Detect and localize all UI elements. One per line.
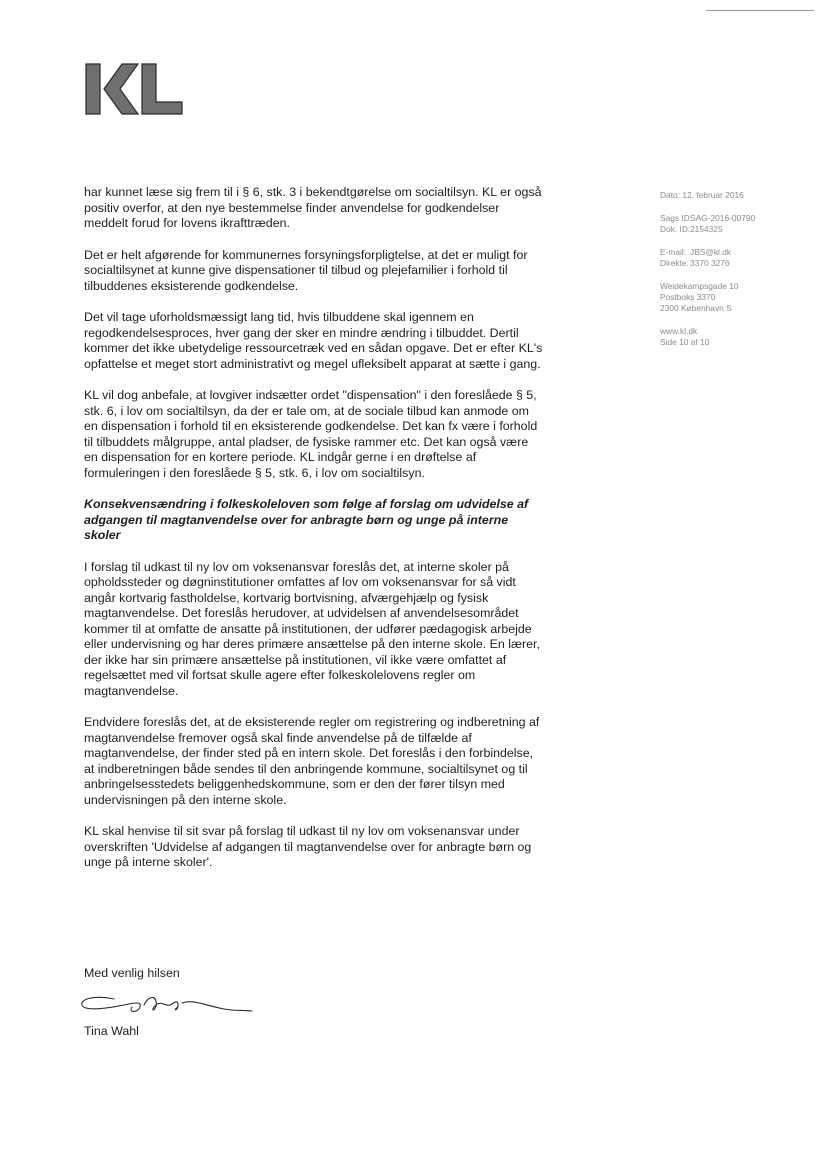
signer-name: Tina Wahl [84,1024,139,1038]
sags-id-value: SAG-2016-00790 [690,213,756,223]
paragraph-2: Det er helt afgørende for kommunernes forsyningsforpligtelse, at det er muligt for socialtilsynet at kunne give dispensationer til tilbud og plejefamilier i forhold til tilbuddenes eksisterende godkendelse. [84,247,528,293]
handwritten-signature [74,985,254,1025]
letter-metadata [660,190,810,360]
paragraph-4: KL vil dog anbefale, at lovgiver indsætter ordet "dispensation" i den foreslåede § 5, stk. 6, i lov om socialtilsyn, da der er tale om, at de sociale tilbud kan anmode om en dispensation i forhold til en eksisterende godkendelse. Det kan fx være i forhold til tilbuddets målgruppe, antal pladser, de fysiske rammer etc. Det kan også være en dispensation for en kortere periode. KL indgår gerne i en drøftelse af formuleringen i den foreslåede § 5, stk. 6, i lov om socialtilsyn. [84,388,538,480]
dok-id-label: Dok. ID: [660,224,691,234]
paragraph-7: KL skal henvise til sit svar på forslag til udkast til ny lov om voksenansvar under overskriften 'Udvidelse af adgangen til magtanvendelse over for anbragte børn og unge på interne skoler'. [84,824,532,869]
paragraph-5: I forslag til udkast til ny lov om voksenansvar foreslås det, at interne skoler på opholdssteder og døgninstitutioner omfattes af lov om voksenansvar for så vidt angår kortvarig fastholdelse, kortvarig bortvisning, afværgehjælp og fysisk magtanvendelse. Det foreslås herudover, at udvidelsen af anvendelsesområdet kommer til at omfatte de ansatte på institutionen, der udfører pædagogisk arbejde eller undervisning og har deres primære ansættelse på den interne skole. En lærer, der ikke har sin primære ansættelse på institutionen, vil ikke være omfattet af regelsættet med vil fortsat skulle agere efter folkeskolelovens regler om magtanvendelse. [84,559,540,698]
scan-edge-line [706,10,814,11]
direkte-label: Direkte: [660,258,689,268]
website: www.kl.dk [660,326,698,336]
address-line-3: 2300 København S [660,303,732,313]
paragraph-3: Det vil tage uforholdsmæssigt lang tid, hvis tilbuddene skal igennem en regodkendelsesproces, hver gang der sker en mindre ændring i tilbuddet. Dertil kommer det ikke ubetydelige ressourcetræk ved en sådan opgave. Det er efter KL's opfattelse et meget stort administrativt og megel ufleksibelt apparat at sætte i gang. [84,310,543,371]
email-value: JBS@kl.dk [690,247,732,257]
email-label: E-mail: [660,247,687,257]
letter-body [84,185,544,887]
closing-greeting: Med venlig hilsen [84,966,180,980]
page-number: Side 10 af 10 [660,337,710,347]
direkte-value: 3370 3276 [690,258,730,268]
dok-id-value: 2154325 [690,224,723,234]
sags-id-label: Sags ID: [660,213,693,223]
paragraph-6: Endvidere foreslås det, at de eksisterende regler om registrering og indberetning af magtanvendelse fremover også skal finde anvendelse på de tilfælde af magtanvendelse, der finder sted på en intern skole. Det foreslås i den forbindelse, at indberetningen både sendes til den anbringende kommune, socialtilsynet og til anbringelsesstedets beliggenhedskommune, som er den der fører tilsyn med undervisningen på den interne skole. [84,715,540,807]
kl-logo [84,62,184,116]
section-heading: Konsekvensændring i folkeskoleloven som følge af forslag om udvidelse af adgangen til magtanvendelse over for anbragte børn og unge på interne skoler [84,497,529,542]
paragraph-1: har kunnet læse sig frem til i § 6, stk. 3 i bekendtgørelse om socialtilsyn. KL er også positiv overfor, at den nye bestemmelse finder anvendelse for godkendelser meddelt forud for lovens ikrafttræden. [84,185,542,230]
address-line-1: Weidekampsgade 10 [660,281,739,291]
address-line-2: Postboks 3370 [660,292,716,302]
letter-date: Dato: 12. februar 2016 [660,190,744,200]
